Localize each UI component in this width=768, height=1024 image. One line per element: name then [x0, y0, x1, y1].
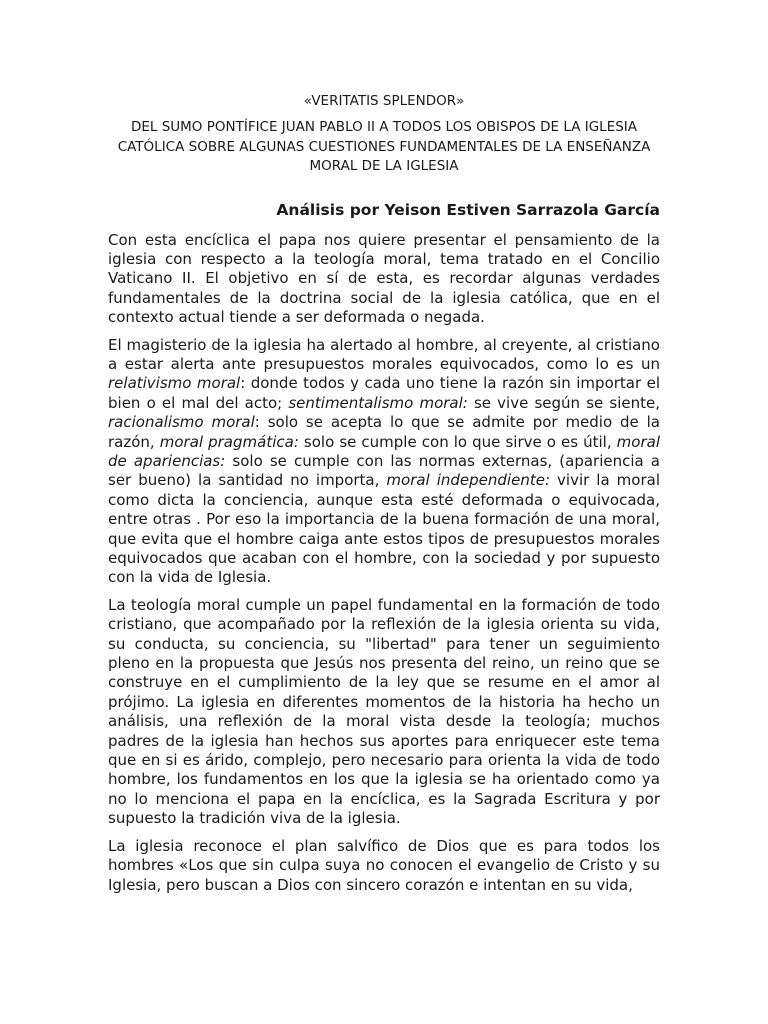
paragraph-text: vivir la moral como dicta la conciencia, aunque esta esté deformada o equivocada, entre otras . Por eso la importancia de la buena formación de una moral, que evita que el hombre caiga ante estos tipos de presupuestos morales equivocados que acaban con el hombre, con la sociedad y por supuesto con la vida de Iglesia.: [108, 471, 660, 587]
paragraph-text: se vive según se siente,: [467, 393, 660, 412]
paragraph-text: La iglesia reconoce el plan salvífico de Dios que es para todos los hombres «Los que sin culpa suya no conocen el evangelio de Cristo y su Iglesia, pero buscan a Dios con sincero corazón e intentan en su vida,: [108, 836, 660, 894]
paragraph-2: [108, 336, 660, 588]
paragraph-3: [108, 596, 660, 829]
paragraph-text: : solo se acepta lo que se admite por medio de la razón,: [108, 413, 661, 451]
document-page: [108, 92, 660, 903]
paragraph-text: solo se cumple con las normas externas, (apariencia a ser bueno) la santidad no importa,: [108, 451, 660, 490]
italic-term: relativismo moral: [108, 374, 241, 393]
paragraph-text: : donde todos y cada uno tiene la razón sin importar el bien o el mal del acto;: [108, 374, 660, 412]
paragraph-1: [108, 231, 660, 328]
paragraph-text: El magisterio de la iglesia ha alertado al hombre, al creyente, al cristiano a estar alerta ante presupuestos morales equivocados, como lo es un: [108, 335, 660, 373]
paragraph-text: Con esta encíclica el papa nos quiere presentar el pensamiento de la iglesia con respecto a la teología moral, tema tratado en el Concilio Vaticano II. El objetivo en sí de esta, es recordar algunas verdades fundamentales de la doctrina social de la iglesia católica, que en el contexto actual tiende a ser deformada o negada.: [108, 230, 660, 327]
italic-term: sentimentalismo moral:: [288, 393, 468, 412]
italic-term: racionalismo moral: [108, 413, 255, 432]
paragraph-4: [108, 837, 660, 895]
paragraph-text: La teología moral cumple un papel fundamental en la formación de todo cristiano, que acompañado por la reflexión de la iglesia orienta su vida, su conducta, su conciencia, su "libertad" para tener un seguimiento pleno en la propuesta que Jesús nos presenta del reino, un reino que se construye en el cumplimiento de la ley que se resume en el amor al prójimo. La iglesia en diferentes momentos de la historia ha hecho un análisis, una reflexión de la moral vista desde la teología; muchos padres de la iglesia han hechos sus aportes para enriquecer este tema que en si es árido, complejo, pero necesario para orienta la vida de todo hombre, los fundamentos en los que la iglesia se ha orientado como ya no lo menciona el papa en la encíclica, es la Sagrada Escritura y por supuesto la tradición viva de la iglesia.: [108, 595, 660, 828]
document-subtitle: DEL SUMO PONTÍFICE JUAN PABLO II A TODOS LOS OBISPOS DE LA IGLESIA CATÓLICA SOBRE ALGUNAS CUESTIONES FUNDAMENTALES DE LA ENSEÑANZA MORAL DE LA IGLESIA: [117, 119, 651, 174]
author-line: Análisis por Yeison Estiven Sarrazola García: [276, 200, 660, 219]
paragraph-text: solo se cumple con lo que sirve o es útil,: [298, 432, 617, 451]
italic-term: moral pragmática:: [159, 432, 299, 451]
document-title: «VERITATIS SPLENDOR»: [303, 93, 465, 109]
italic-term: moral independiente:: [386, 471, 551, 490]
italic-term: moral de apariencias:: [108, 432, 660, 470]
